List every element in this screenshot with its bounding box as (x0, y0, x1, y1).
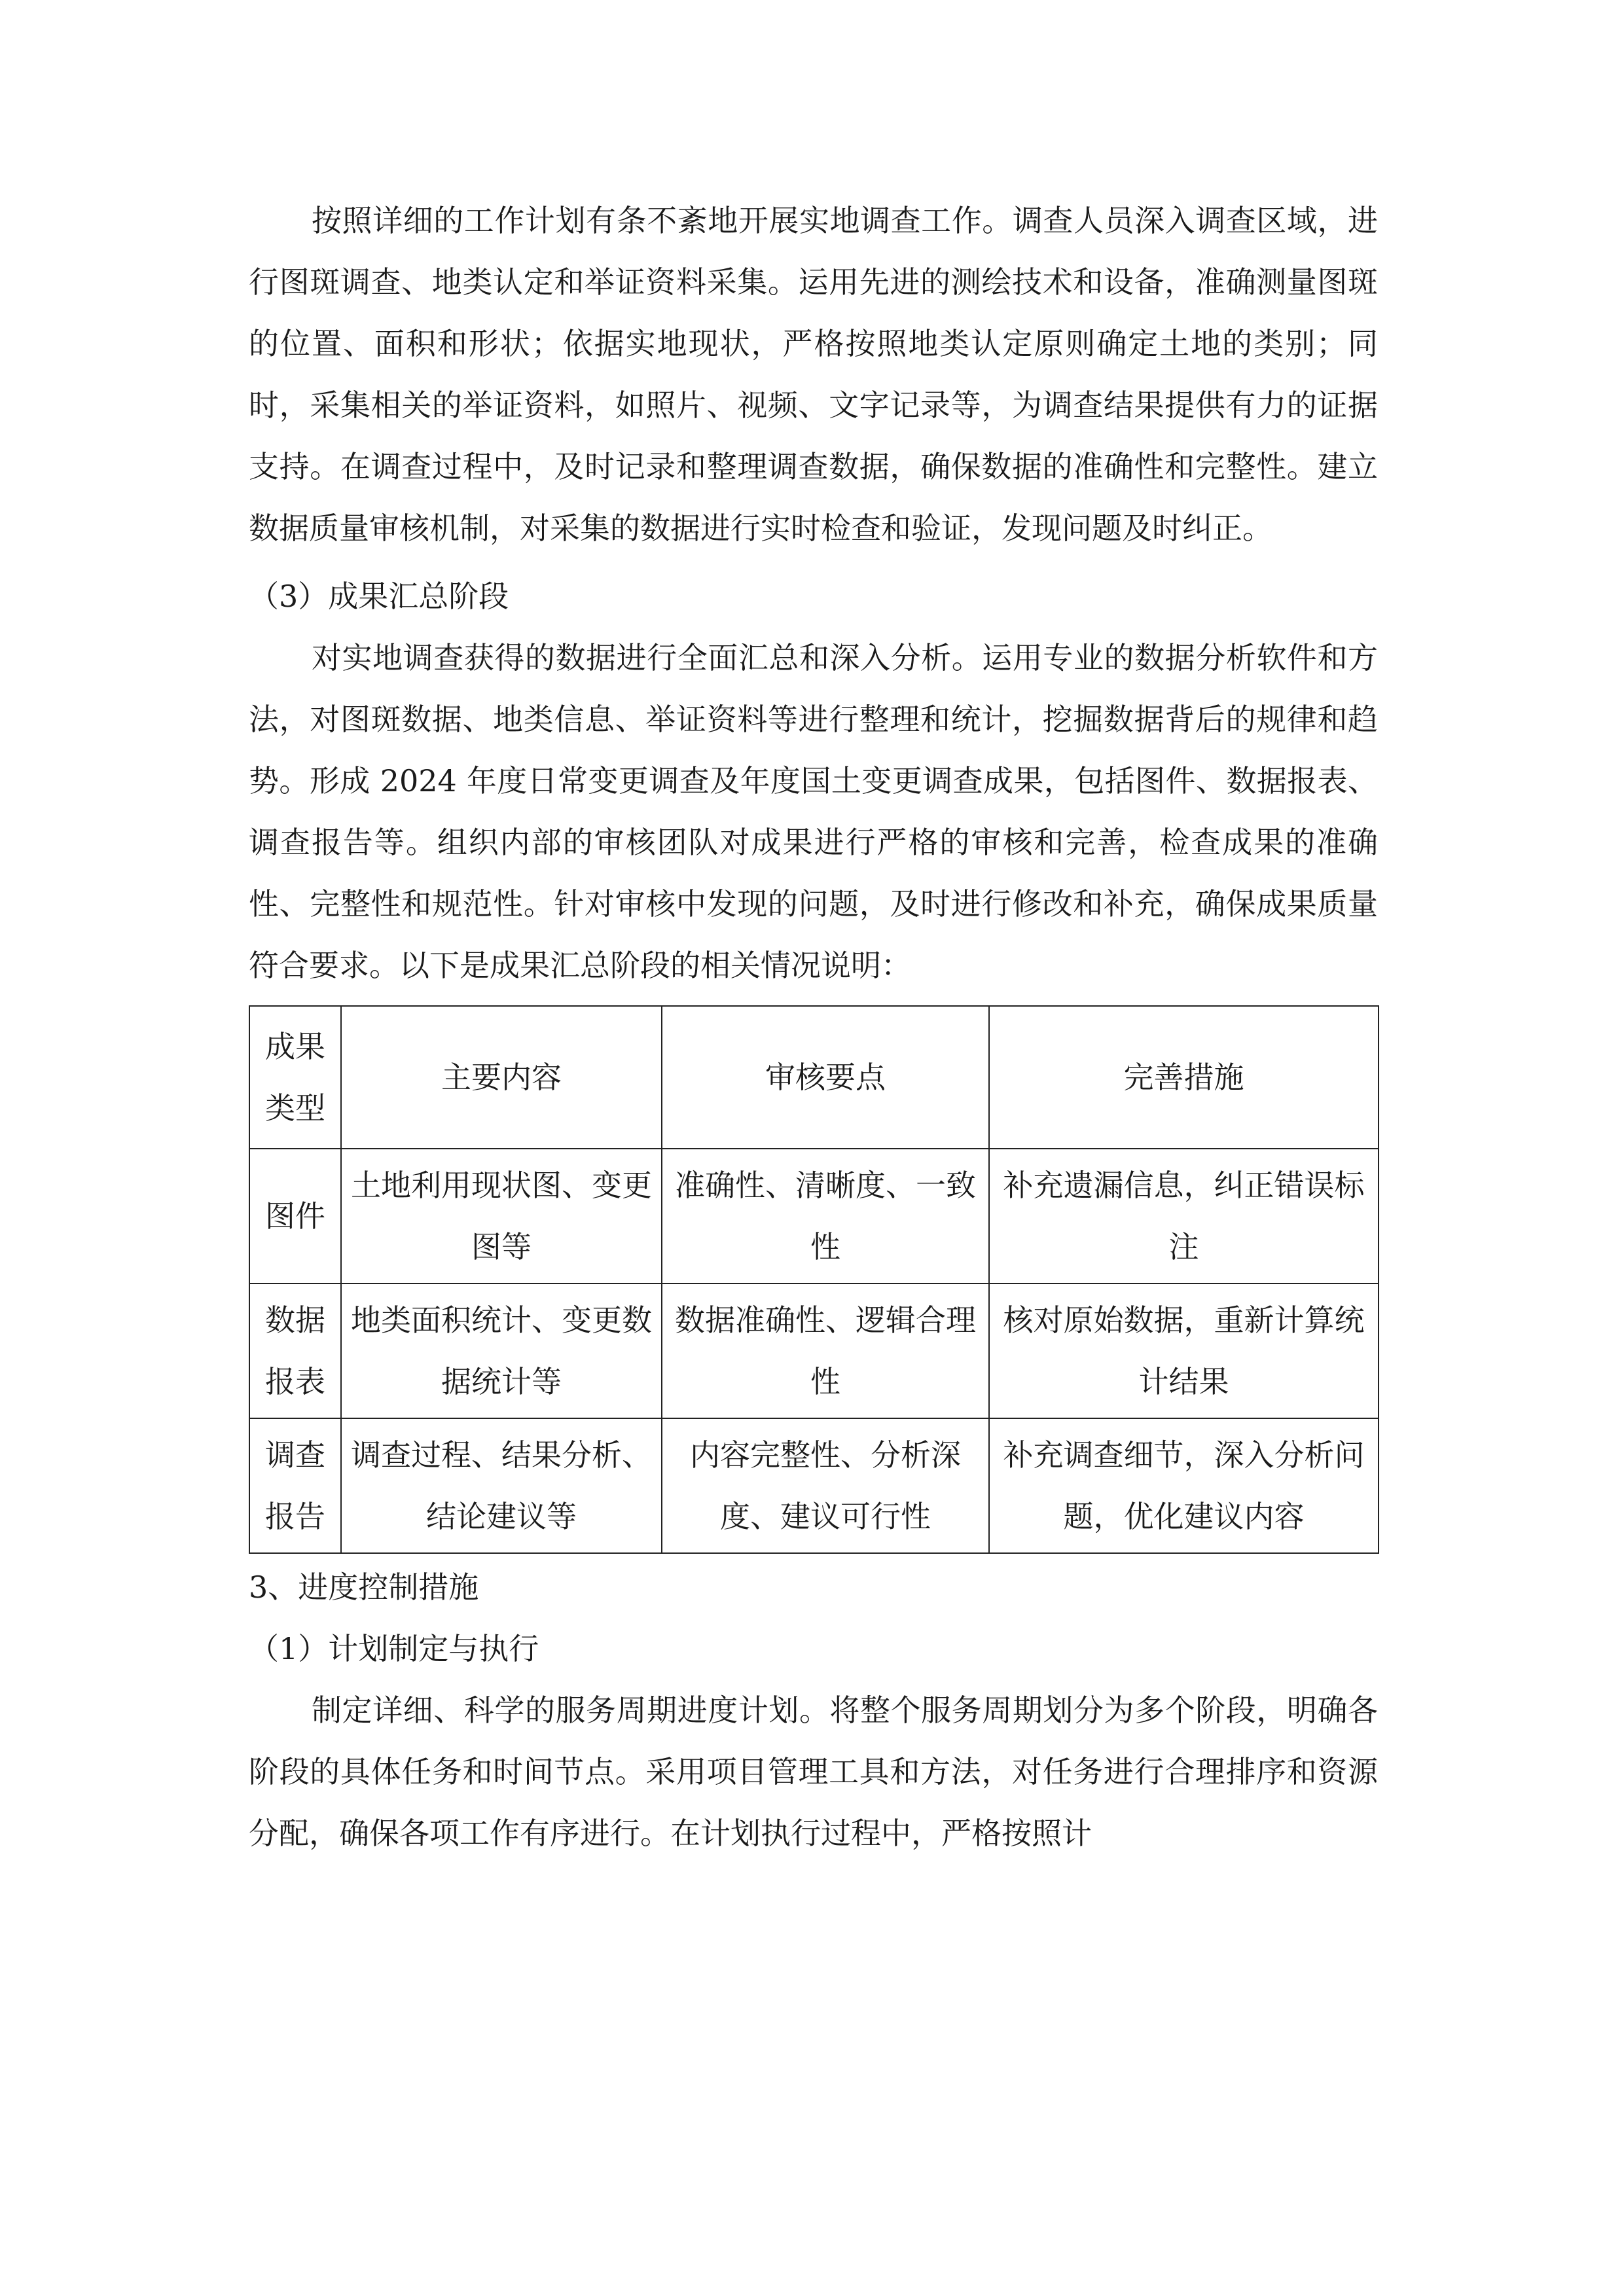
table-cell: 核对原始数据，重新计算统计结果 (989, 1283, 1379, 1418)
table-cell: 补充调查细节，深入分析问题，优化建议内容 (989, 1418, 1379, 1553)
table-cell: 土地利用现状图、变更图等 (341, 1149, 662, 1283)
table-header-cell: 主要内容 (341, 1006, 662, 1149)
table-cell: 调查过程、结果分析、结论建议等 (341, 1418, 662, 1553)
table-cell: 地类面积统计、变更数据统计等 (341, 1283, 662, 1418)
table-cell: 内容完整性、分析深度、建议可行性 (662, 1418, 989, 1553)
paragraph-result-summary: 对实地调查获得的数据进行全面汇总和深入分析。运用专业的数据分析软件和方法，对图斑数据、地类信息、举证资料等进行整理和统计，挖掘数据背后的规律和趋势。形成 2024 年度日常变更调查及年度国土变更调查成果，包括图件、数据报表、调查报告等。组织内部的审核团队对成果进行严格的审核和完善，检查成果的准确性、完整性和规范性。针对审核中发现的问题，及时进行修改和补充，确保成果质量符合要求。以下是成果汇总阶段的相关情况说明： (249, 640, 1378, 983)
table-cell: 调查报告 (249, 1418, 341, 1553)
heading-progress-control: 3、进度控制措施 (249, 1570, 479, 1605)
heading-plan-execution: （1）计划制定与执行 (249, 1631, 539, 1666)
paragraph-field-survey: 按照详细的工作计划有条不紊地开展实地调查工作。调查人员深入调查区域，进行图斑调查、地类认定和举证资料采集。运用先进的测绘技术和设备，准确测量图斑的位置、面积和形状；依据实地现状，严格按照地类认定原则确定土地的类别；同时，采集相关的举证资料，如照片、视频、文字记录等，为调查结果提供有力的证据支持。在调查过程中，及时记录和整理调查数据，确保数据的准确性和完整性。建立数据质量审核机制，对采集的数据进行实时检查和验证，发现问题及时纠正。 (249, 203, 1378, 546)
table-cell: 数据报表 (249, 1283, 341, 1418)
table-cell: 数据准确性、逻辑合理性 (662, 1283, 989, 1418)
table-row (249, 1149, 1379, 1283)
results-table (249, 1005, 1379, 1554)
table-header-cell: 成果类型 (249, 1006, 341, 1149)
heading-result-summary-stage: （3）成果汇总阶段 (249, 579, 509, 614)
table-cell: 准确性、清晰度、一致性 (662, 1149, 989, 1283)
table-header-cell: 审核要点 (662, 1006, 989, 1149)
table-header-row (249, 1006, 1379, 1149)
table-row (249, 1418, 1379, 1553)
table-header-cell: 完善措施 (989, 1006, 1379, 1149)
table-cell: 图件 (249, 1149, 341, 1283)
table-row (249, 1283, 1379, 1418)
table-cell: 补充遗漏信息，纠正错误标注 (989, 1149, 1379, 1283)
document-body (249, 190, 1378, 1864)
paragraph-plan-execution: 制定详细、科学的服务周期进度计划。将整个服务周期划分为多个阶段，明确各阶段的具体任务和时间节点。采用项目管理工具和方法，对任务进行合理排序和资源分配，确保各项工作有序进行。在计划执行过程中，严格按照计 (249, 1693, 1378, 1851)
